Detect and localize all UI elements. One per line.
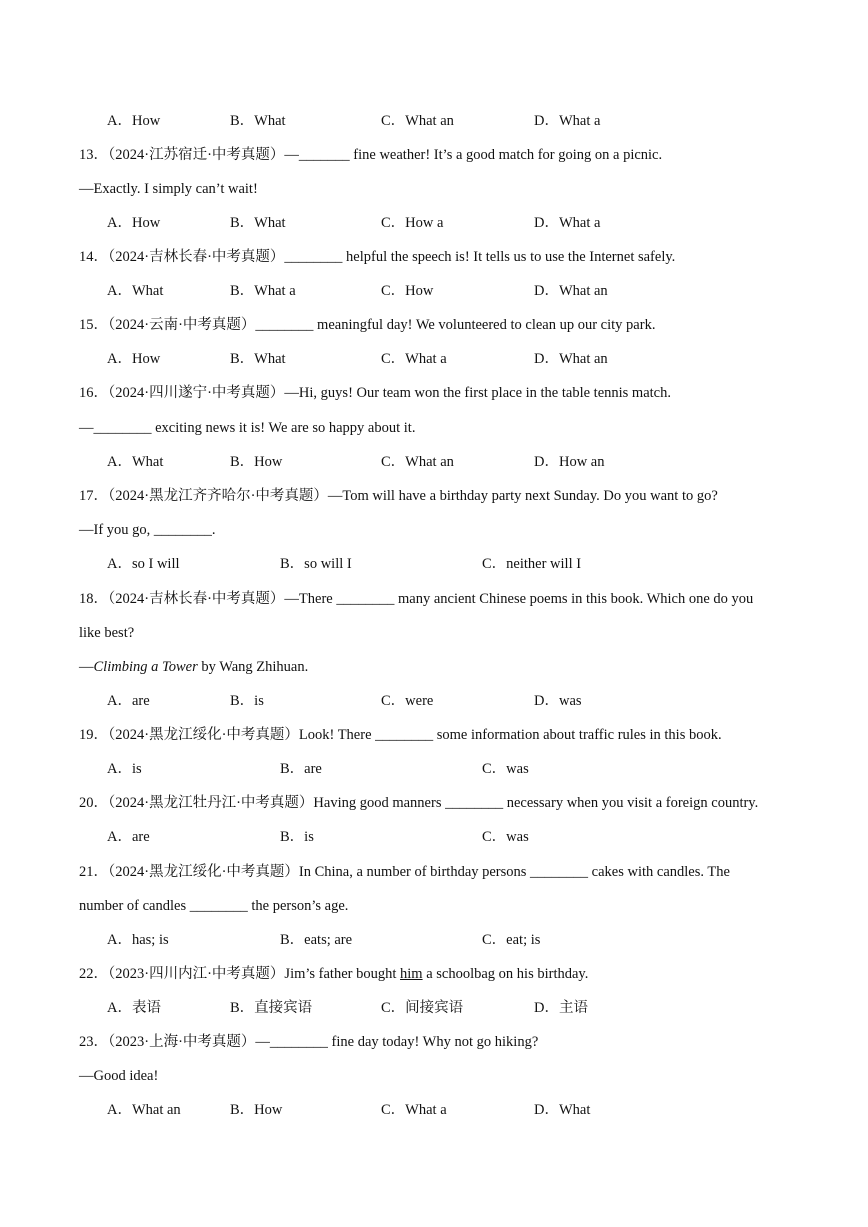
poem-title: Climbing a Tower	[93, 659, 198, 675]
option-d: D．How an	[534, 454, 605, 470]
question-source: （2024·吉林长春·中考真题）	[108, 591, 285, 607]
question-18	[79, 589, 753, 609]
question-stem: —________ fine day today! Why not go hiking?	[255, 1034, 539, 1050]
option-a: A．表语	[107, 1000, 161, 1016]
option-c: C．neither will I	[482, 556, 582, 572]
question-stem: In China, a number of birthday persons ________ cakes with candles. The	[298, 864, 730, 880]
question-stem: —Tom will have a birthday party next Sunday. Do you want to go?	[327, 488, 718, 504]
question-number: 13．	[79, 147, 108, 163]
option-c: C．What a	[381, 351, 447, 367]
option-c: C．How	[381, 283, 434, 299]
option-d: D．What	[534, 1102, 591, 1118]
question-21	[79, 862, 730, 882]
q21-options	[107, 930, 827, 950]
option-d: D．What an	[534, 351, 608, 367]
dash: —	[79, 659, 94, 675]
option-a: A．How	[107, 351, 161, 367]
question-20	[79, 793, 758, 813]
option-d: D．was	[534, 693, 582, 709]
q22-options	[107, 998, 827, 1018]
question-23	[79, 1032, 538, 1052]
option-d: D．What a	[534, 113, 601, 129]
question-stem: —Hi, guys! Our team won the first place in the table tennis match.	[284, 385, 671, 401]
q20-options	[107, 827, 827, 847]
question-source: （2024·四川遂宁·中考真题）	[108, 385, 285, 401]
option-b: B．How	[230, 454, 283, 470]
option-b: B．What	[230, 113, 286, 129]
option-b: B．How	[230, 1102, 283, 1118]
question-source: （2024·黑龙江牡丹江·中考真题）	[108, 795, 314, 811]
option-d: D．What an	[534, 283, 608, 299]
question-16-line2: —________ exciting news it is! We are so happy about it.	[79, 420, 416, 436]
question-stem-start: Jim’s father bought	[284, 966, 401, 982]
question-22	[79, 964, 588, 984]
option-c: C．was	[482, 829, 529, 845]
option-b: B．so will I	[280, 556, 352, 572]
question-17	[79, 486, 718, 506]
q18-options	[107, 691, 827, 711]
question-21-line2: number of candles ________ the person’s age.	[79, 898, 349, 914]
question-source: （2023·四川内江·中考真题）	[108, 966, 285, 982]
question-number: 17．	[79, 488, 108, 504]
question-source: （2024·黑龙江绥化·中考真题）	[108, 864, 299, 880]
question-number: 23．	[79, 1034, 108, 1050]
question-number: 15．	[79, 317, 108, 333]
question-stem: —_______ fine weather! It’s a good match for going on a picnic.	[284, 147, 663, 163]
q12-options	[107, 111, 827, 131]
question-stem: Having good manners ________ necessary when you visit a foreign country.	[313, 795, 759, 811]
option-a: A．How	[107, 113, 161, 129]
option-c: C．was	[482, 761, 529, 777]
option-a: A．What an	[107, 1102, 181, 1118]
question-stem: —There ________ many ancient Chinese poems in this book. Which one do you	[284, 591, 754, 607]
option-b: B．eats; are	[280, 932, 353, 948]
question-number: 16．	[79, 385, 108, 401]
option-b: B．are	[280, 761, 322, 777]
q15-options	[107, 349, 827, 369]
q14-options	[107, 281, 827, 301]
question-16	[79, 383, 671, 403]
question-source: （2024·吉林长春·中考真题）	[108, 249, 285, 265]
question-18-line2: like best?	[79, 625, 135, 641]
option-b: B．What	[230, 351, 286, 367]
option-d: D．What a	[534, 215, 601, 231]
question-number: 18．	[79, 591, 108, 607]
option-b: B．What	[230, 215, 286, 231]
question-15	[79, 315, 655, 335]
question-source: （2024·黑龙江齐齐哈尔·中考真题）	[108, 488, 328, 504]
option-a: A．are	[107, 693, 150, 709]
q13-options	[107, 213, 827, 233]
question-13	[79, 145, 662, 165]
question-stem: ________ meaningful day! We volunteered to clean up our city park.	[255, 317, 656, 333]
option-c: C．were	[381, 693, 434, 709]
option-b: B．What a	[230, 283, 296, 299]
question-number: 21．	[79, 864, 108, 880]
option-b: B．直接宾语	[230, 1000, 313, 1016]
q17-options	[107, 554, 827, 574]
question-source: （2024·黑龙江绥化·中考真题）	[108, 727, 299, 743]
question-stem: Look! There ________ some information about traffic rules in this book.	[298, 727, 722, 743]
question-19	[79, 725, 722, 745]
question-17-line2: —If you go, ________.	[79, 522, 216, 538]
question-number: 22．	[79, 966, 108, 982]
question-source: （2023·上海·中考真题）	[108, 1034, 256, 1050]
question-23-line2: —Good idea!	[79, 1068, 159, 1084]
q23-options	[107, 1100, 827, 1120]
option-c: C．eat; is	[482, 932, 541, 948]
option-c: C．What an	[381, 113, 454, 129]
question-number: 20．	[79, 795, 108, 811]
option-b: B．is	[280, 829, 314, 845]
question-18-line3	[79, 657, 308, 677]
option-a: A．What	[107, 283, 164, 299]
question-stem-end: a schoolbag on his birthday.	[422, 966, 589, 982]
option-a: A．are	[107, 829, 150, 845]
option-d: D．主语	[534, 1000, 588, 1016]
question-number: 14．	[79, 249, 108, 265]
q19-options	[107, 759, 827, 779]
question-14	[79, 247, 675, 267]
option-a: A．has; is	[107, 932, 169, 948]
question-source: （2024·江苏宿迁·中考真题）	[108, 147, 285, 163]
option-a: A．How	[107, 215, 161, 231]
question-number: 19．	[79, 727, 108, 743]
question-13-line2: —Exactly. I simply can’t wait!	[79, 181, 258, 197]
q16-options	[107, 452, 827, 472]
question-stem: ________ helpful the speech is! It tells us to use the Internet safely.	[284, 249, 676, 265]
option-a: A．is	[107, 761, 142, 777]
question-source: （2024·云南·中考真题）	[108, 317, 256, 333]
option-a: A．so I will	[107, 556, 180, 572]
option-b: B．is	[230, 693, 264, 709]
underlined-word: him	[400, 966, 423, 982]
poem-author: by Wang Zhihuan.	[197, 659, 309, 675]
option-c: C．What a	[381, 1102, 447, 1118]
option-a: A．What	[107, 454, 164, 470]
option-c: C．How a	[381, 215, 444, 231]
option-c: C．What an	[381, 454, 454, 470]
option-c: C．间接宾语	[381, 1000, 464, 1016]
